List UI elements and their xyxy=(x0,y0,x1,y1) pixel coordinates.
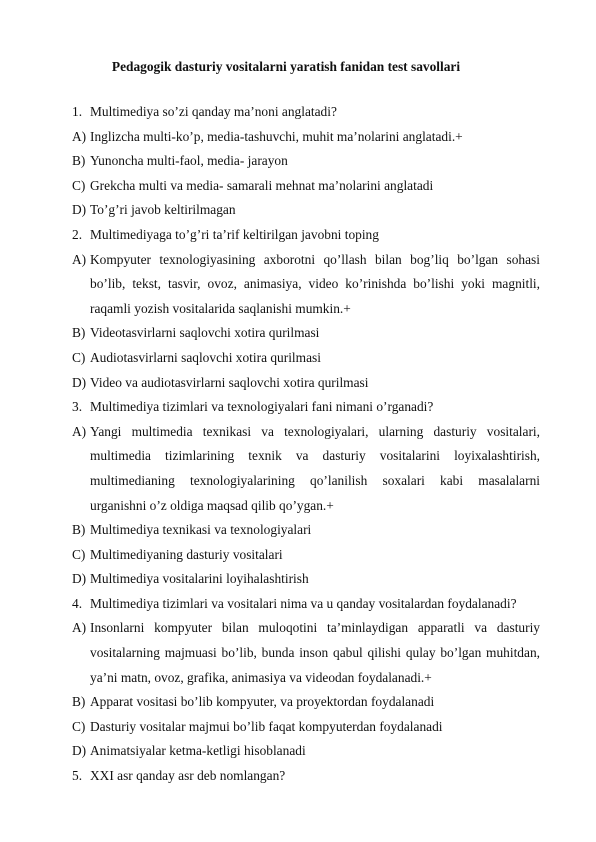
question-5 xyxy=(72,764,540,789)
answer-option xyxy=(72,174,540,199)
answer-text: Video va audiotasvirlarni saqlovchi xotira qurilmasi xyxy=(90,374,369,390)
answer-text: Yunoncha multi-faol, media- jarayon xyxy=(90,153,288,169)
answer-text: Multimediyaning dasturiy vositalari xyxy=(90,546,283,562)
answer-text: Grekcha multi va media- samarali mehnat ma’nolarini anglatadi xyxy=(90,177,434,193)
answer-letter: D) xyxy=(72,571,87,587)
question-text: Multimediya so’zi qanday ma’noni anglatadi? xyxy=(90,104,337,119)
question-3 xyxy=(72,395,540,420)
document-title: Pedagogik dasturiy vositalarni yaratish fanidan test savollari xyxy=(111,59,461,74)
question-text: Multimediya tizimlari va vositalari nima va u qanday vositalardan foydalanadi? xyxy=(90,595,517,611)
answer-option xyxy=(72,371,540,396)
answer-text: Audiotasvirlarni saqlovchi xotira qurilmasi xyxy=(90,349,321,365)
answer-letter: C) xyxy=(72,177,86,193)
answer-option xyxy=(72,149,540,174)
answer-letter: D) xyxy=(72,374,87,390)
answer-letter: A) xyxy=(72,423,87,439)
question-text: Multimediya tizimlari va texnologiyalari fani nimani o’rganadi? xyxy=(90,399,434,415)
answer-letter: A) xyxy=(72,251,87,267)
question-number: 5. xyxy=(72,768,83,784)
answer-option xyxy=(72,567,540,592)
answer-option xyxy=(72,739,540,764)
answer-option xyxy=(72,198,540,223)
answer-text: Multimediya texnikasi va texnologiyalari xyxy=(90,522,312,538)
answer-text: Inglizcha multi-ko’p, media-tashuvchi, muhit ma’nolarini anglatadi.+ xyxy=(90,128,463,144)
answer-letter: C) xyxy=(72,349,86,365)
answer-option xyxy=(72,321,540,346)
question-number: 2. xyxy=(72,226,83,242)
question-list xyxy=(72,100,540,789)
answer-letter: D) xyxy=(72,743,87,759)
answer-option xyxy=(72,518,540,543)
question-4 xyxy=(72,592,540,617)
answer-text: Kompyuter texnologiyasining axborotni qo’llash bilan bog’liq bo’lgan sohasi bo’lib, tekst, tasvir, ovoz, animasiya, video ko’rinishda bo’lishi yoki magnitli, raqamli yozish vositalarida saqlanishi mumkin.+ xyxy=(90,251,540,316)
answer-option xyxy=(72,248,540,322)
question-number: 1. xyxy=(72,104,83,119)
answer-text: Videotasvirlarni saqlovchi xotira qurilmasi xyxy=(90,325,320,341)
question-2 xyxy=(72,223,540,248)
answer-option xyxy=(72,125,540,150)
answer-text: Insonlarni kompyuter bilan muloqotini ta’minlaydigan apparatli va dasturiy vositalarning majmuasi bo’lib, bunda inson qabul qilishi qulay bo’lgan muhitdan, ya’ni matn, ovoz, grafika, animasiya va videodan foydalanadi.+ xyxy=(90,620,540,685)
answer-letter: B) xyxy=(72,153,86,169)
answer-letter: B) xyxy=(72,694,86,710)
answer-letter: A) xyxy=(72,128,87,144)
answer-letter: B) xyxy=(72,522,86,538)
question-1 xyxy=(72,100,540,125)
answer-option xyxy=(72,715,540,740)
question-text: Multimediyaga to’g’ri ta’rif keltirilgan javobni toping xyxy=(90,226,379,242)
answer-option xyxy=(72,543,540,568)
answer-option xyxy=(72,420,540,518)
question-number: 3. xyxy=(72,399,83,415)
answer-letter: C) xyxy=(72,718,86,734)
answer-text: Yangi multimedia texnikasi va texnologiyalari, ularning dasturiy vositalari, multimedia tizimlarining texnik va dasturiy vositalarini loyixalashtirish, multimedianing texnologiyalarining qo’lanilish soxalari kabi masalalarni urganishni o’z oldiga maqsad qilib qo’ygan.+ xyxy=(90,423,540,513)
answer-option xyxy=(72,616,540,690)
answer-text: To’g’ri javob keltirilmagan xyxy=(90,202,236,218)
answer-letter: D) xyxy=(72,202,87,218)
answer-text: Multimediya vositalarini loyihalashtirish xyxy=(90,571,309,587)
answer-option xyxy=(72,690,540,715)
answer-text: Apparat vositasi bo’lib kompyuter, va proyektordan foydalanadi xyxy=(90,694,435,710)
answer-letter: A) xyxy=(72,620,87,636)
answer-option xyxy=(72,346,540,371)
answer-text: Animatsiyalar ketma-ketligi hisoblanadi xyxy=(90,743,306,759)
answer-letter: B) xyxy=(72,325,86,341)
question-number: 4. xyxy=(72,595,83,611)
answer-text: Dasturiy vositalar majmui bo’lib faqat kompyuterdan foydalanadi xyxy=(90,718,443,734)
question-text: XXI asr qanday asr deb nomlangan? xyxy=(90,768,286,784)
answer-letter: C) xyxy=(72,546,86,562)
